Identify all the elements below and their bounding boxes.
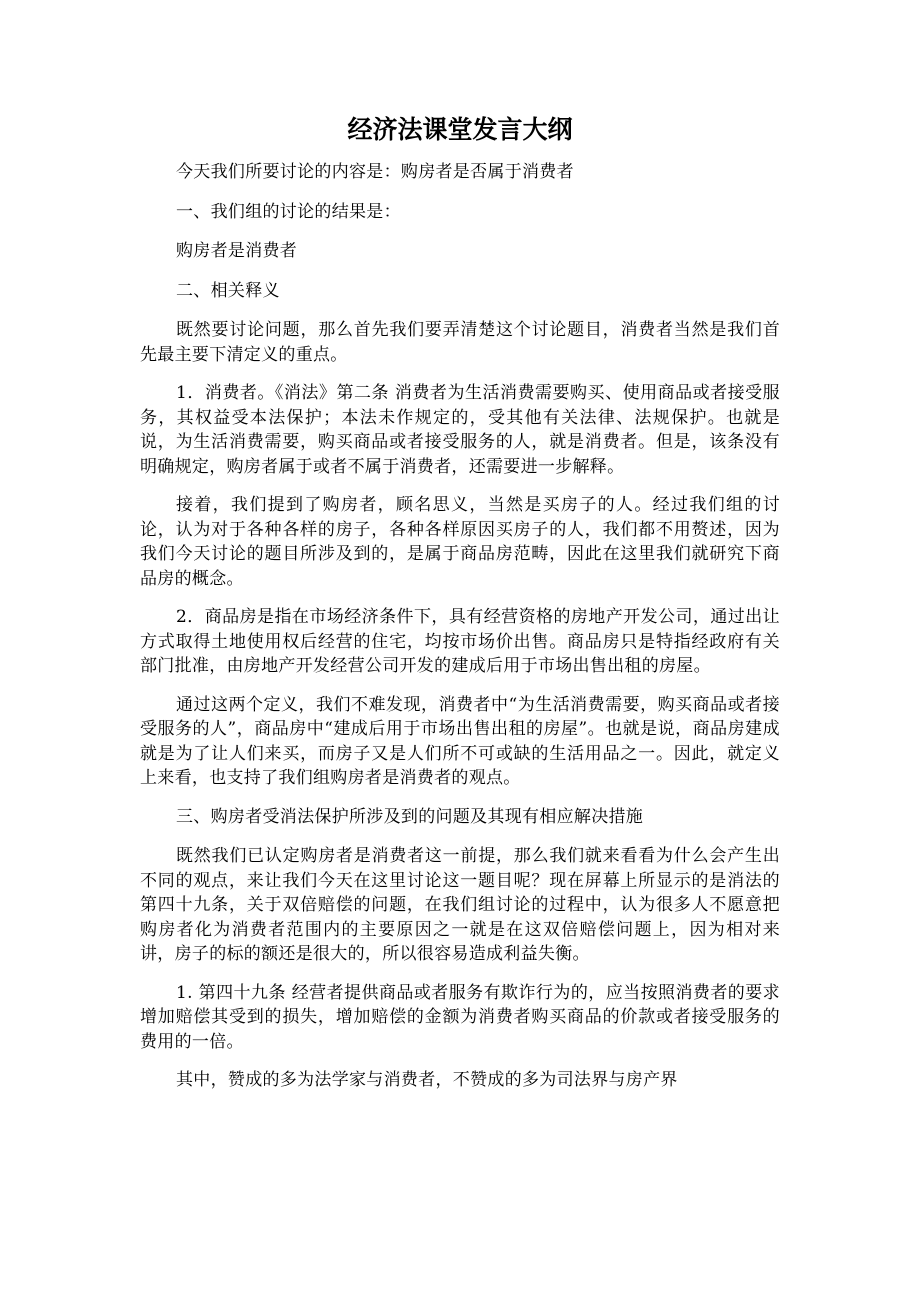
document-body: [140, 160, 780, 1108]
document-title: 经济法课堂发言大纲: [347, 115, 573, 144]
paragraph-opinions: 其中，赞成的多为法学家与消费者，不赞成的多为司法界与房产界: [176, 1070, 678, 1090]
paragraph-double-compensation: 既然我们已认定购房者是消费者这一前提，那么我们就来看看为什么会产生出不同的观点，来让我们今天在这里讨论这一题目呢？现在屏幕上所显示的是消法的第四十九条，关于双倍赔偿的问题，在我们组讨论的过程中，认为很多人不愿意把购房者化为消费者范围内的主要原因之一就是在这双倍赔偿问题上，因为相对来讲，房子的标的额还是很大的，所以很容易造成利益失衡。: [140, 846, 780, 964]
paragraph-section-two-heading: 二、相关释义: [176, 280, 280, 301]
paragraph-conclusion: 购房者是消费者: [176, 241, 298, 261]
paragraph-article-49: 1. 第四十九条 经营者提供商品或者服务有欺诈行为的，应当按照消费者的要求增加赔偿其受到的损失，增加赔偿的金额为消费者购买商品的价款或者接受服务的费用的一倍。: [140, 982, 780, 1052]
paragraph-intro: 今天我们所要讨论的内容是：购房者是否属于消费者: [176, 162, 574, 182]
paragraph-section-one-heading: 一、我们组的讨论的结果是：: [176, 201, 401, 222]
paragraph-consumer-definition: 1．消费者。《消法》第二条 消费者为生活消费需要购买、使用商品或者接受服务，其权益受本法保护；本法未作规定的，受其他有关法律、法规保护。也就是说，为生活消费需要，购买商品或者接受服务的人，就是消费者。但是，该条没有明确规定，购房者属于或者不属于消费者，还需要进一步解释。: [140, 383, 780, 477]
paragraph-buyer-discussion: 接着，我们提到了购房者，顾名思义，当然是买房子的人。经过我们组的讨论，认为对于各种各样的房子，各种各样原因买房子的人，我们都不用赘述，因为我们今天讨论的题目所涉及到的，是属于商品房范畴，因此在这里我们就研究下商品房的概念。: [140, 495, 780, 589]
paragraph-definition-comparison: 通过这两个定义，我们不难发现，消费者中“为生活消费需要，购买商品或者接受服务的人”，商品房中“建成后用于市场出售出租的房屋”。也就是说，商品房建成就是为了让人们来买，而房子又是人们所不可或缺的生活用品之一。因此，就定义上来看，也支持了我们组购房者是消费者的观点。: [140, 694, 780, 788]
paragraph-commercial-housing-definition: 2．商品房是指在市场经济条件下，具有经营资格的房地产开发公司，通过出让方式取得土地使用权后经营的住宅，均按市场价出售。商品房只是特指经政府有关部门批准，由房地产开发经营公司开发的建成后用于市场出售出租的房屋。: [140, 607, 780, 676]
paragraph-definition-intro: 既然要讨论问题，那么首先我们要弄清楚这个讨论题目，消费者当然是我们首先最主要下清定义的重点。: [140, 320, 780, 365]
paragraph-section-three-heading: 三、购房者受消法保护所涉及到的问题及其现有相应解决措施: [176, 806, 644, 827]
